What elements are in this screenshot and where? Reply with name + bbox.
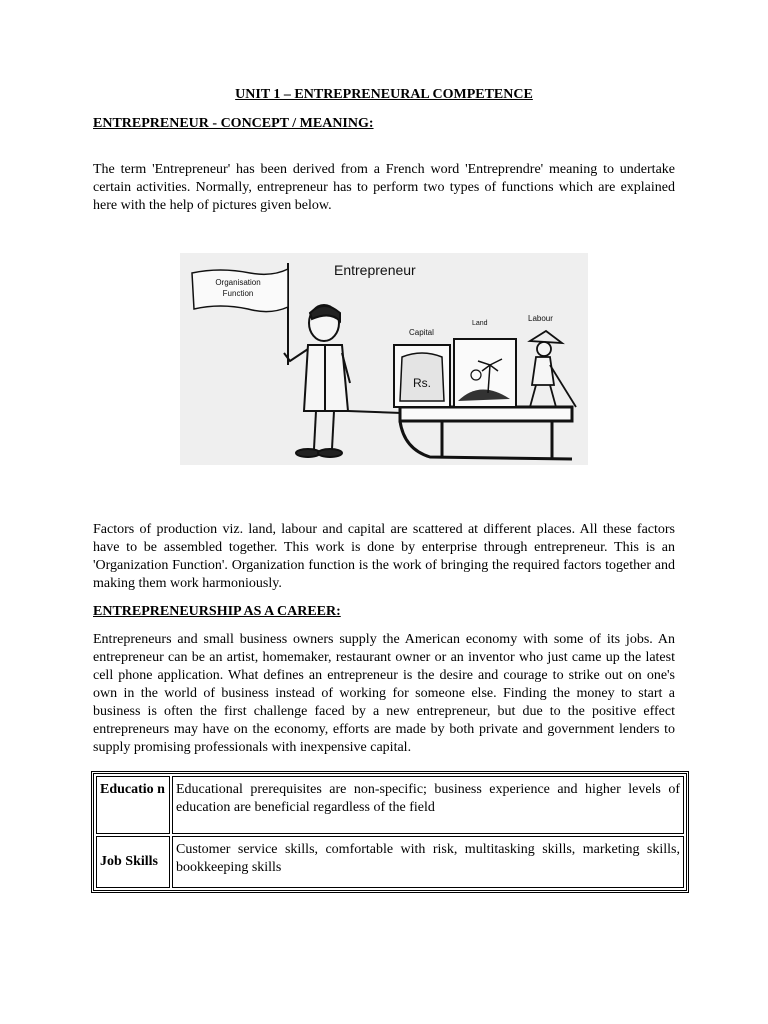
labourer-figure — [530, 331, 576, 407]
table-row — [96, 776, 684, 834]
page-title: UNIT 1 – ENTREPRENEURAL COMPETENCE — [235, 87, 533, 102]
flag-label-line1: Organisation — [215, 278, 261, 287]
figure-label-entrepreneur: Entrepreneur — [334, 262, 416, 278]
figure-label-land: Land — [472, 320, 488, 327]
career-paragraph: Entrepreneurs and small business owners supply the American economy with some of its jobs. An entrepreneur can be an artist, homemaker, restaurant owner or an inventor who just came up the latest cell phone application. What defines an entrepreneur is the desire and courage to strike out on one's own in the world of business instead of working for someone else. Finding the money to start a business is often the first challenge faced by a new entrepreneur, but due to the positive effect entrepreneurs may have on the economy, efforts are made by both private and government lenders to supply promising professionals with inexpensive capital. — [93, 632, 675, 755]
entrepreneur-drawing — [180, 253, 588, 465]
table-cell-label: Educatio n — [96, 776, 170, 834]
flag-label-line2: Function — [222, 289, 254, 298]
figure-label-capital: Capital — [409, 328, 434, 337]
table-row — [96, 836, 684, 888]
career-info-table — [93, 773, 687, 891]
table-cell-label: Job Skills — [96, 836, 170, 888]
section-heading-concept: ENTREPRENEUR - CONCEPT / MEANING: — [93, 116, 374, 131]
pull-rope — [348, 411, 402, 413]
table-cell-value: Educational prerequisites are non-specific; business experience and higher levels of education are beneficial regardless of the field — [172, 776, 684, 834]
table-cell-value: Customer service skills, comfortable with risk, multitasking skills, marketing skills, bookkeeping skills — [172, 836, 684, 888]
figure-label-labour: Labour — [528, 314, 553, 323]
intro-paragraph: The term 'Entrepreneur' has been derived from a French word 'Entreprendre' meaning to undertake certain activities. Normally, entrepreneur has to perform two types of functions which are explained here with the help of pictures given below. — [93, 162, 675, 213]
entrepreneur-illustration — [180, 253, 588, 465]
cart — [400, 407, 572, 459]
money-bag-label: Rs. — [413, 376, 431, 390]
man-figure — [284, 305, 350, 457]
factors-paragraph: Factors of production viz. land, labour and capital are scattered at different places. All these factors have to be assembled together. This work is done by enterprise through entrepreneur. This is an 'Organization Function'. Organization function is the work of bringing the required factors together and making them work harmoniously. — [93, 522, 675, 591]
section-heading-career: ENTREPRENEURSHIP AS A CAREER: — [93, 604, 341, 619]
